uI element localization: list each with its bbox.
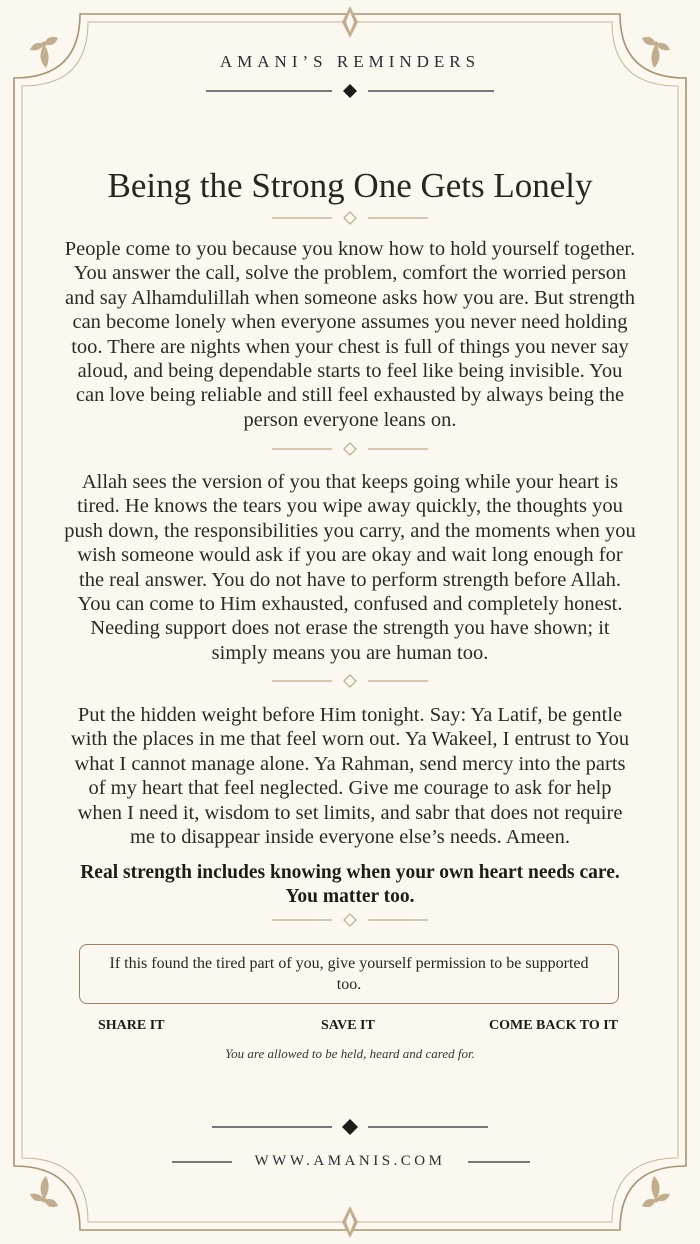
footer-divider	[212, 1119, 488, 1135]
fleur-bottom-right-icon	[642, 1176, 670, 1207]
section-divider-1	[272, 443, 428, 455]
bottom-diamond-ornament	[342, 1206, 358, 1238]
note-box	[79, 944, 619, 1004]
paragraph-2: Allah sees the version of you that keeps going while your heart is tired. He knows the tears you wipe away quickly, the thoughts you push down, the responsibilities you carry, and the moments when you wish someone would ask if you are okay and wait long enough for the real answer. You do not have to perform strength before Allah. You can come to Him exhausted, confused and completely honest. Needing support does not erase the strength you have shown; it simply means you are human too.	[64, 471, 636, 664]
title-divider	[272, 212, 428, 224]
tagline: You are allowed to be held, heard and cared for.	[225, 1046, 475, 1061]
come-back-button[interactable]: COME BACK TO IT	[489, 1018, 619, 1033]
note-text: If this found the tired part of you, give yourself permission to be supported too.	[109, 955, 589, 993]
page-title: Being the Strong One Gets Lonely	[107, 166, 593, 205]
section-divider-3	[272, 914, 428, 926]
paragraph-3: Put the hidden weight before Him tonight. Say: Ya Latif, be gentle with the places in me that feel worn out. Ya Wakeel, I entrust to You what I cannot manage alone. Ya Rahman, send mercy into the parts of my heart that feel neglected. Give me courage to ask for help when I need it, wisdom to set limits, and sabr that does not require me to disappear inside everyone else’s needs. Ameen.	[70, 704, 630, 849]
fleur-bottom-left-icon	[30, 1176, 58, 1207]
website-link[interactable]: WWW.AMANIS.COM	[254, 1153, 446, 1169]
save-button[interactable]: SAVE IT	[321, 1018, 375, 1033]
paragraph-1: People come to you because you know how to hold yourself together. You answer the call, solve the problem, comfort the worried person and say Alhamdulillah when someone asks how you are. But strength can become lonely when everyone assumes you never need holding too. There are nights when your chest is full of things you never say aloud, and being dependable starts to feel like being invisible. You can love being reliable and still feel exhausted by always being the person everyone leans on.	[64, 238, 636, 431]
header-divider	[206, 84, 494, 98]
top-diamond-ornament	[342, 6, 358, 38]
share-button[interactable]: SHARE IT	[98, 1018, 165, 1033]
section-divider-2	[272, 675, 428, 687]
brand-header: AMANI’S REMINDERS	[219, 52, 481, 71]
closing-statement: Real strength includes knowing when your own heart needs care. You matter too.	[80, 862, 620, 907]
